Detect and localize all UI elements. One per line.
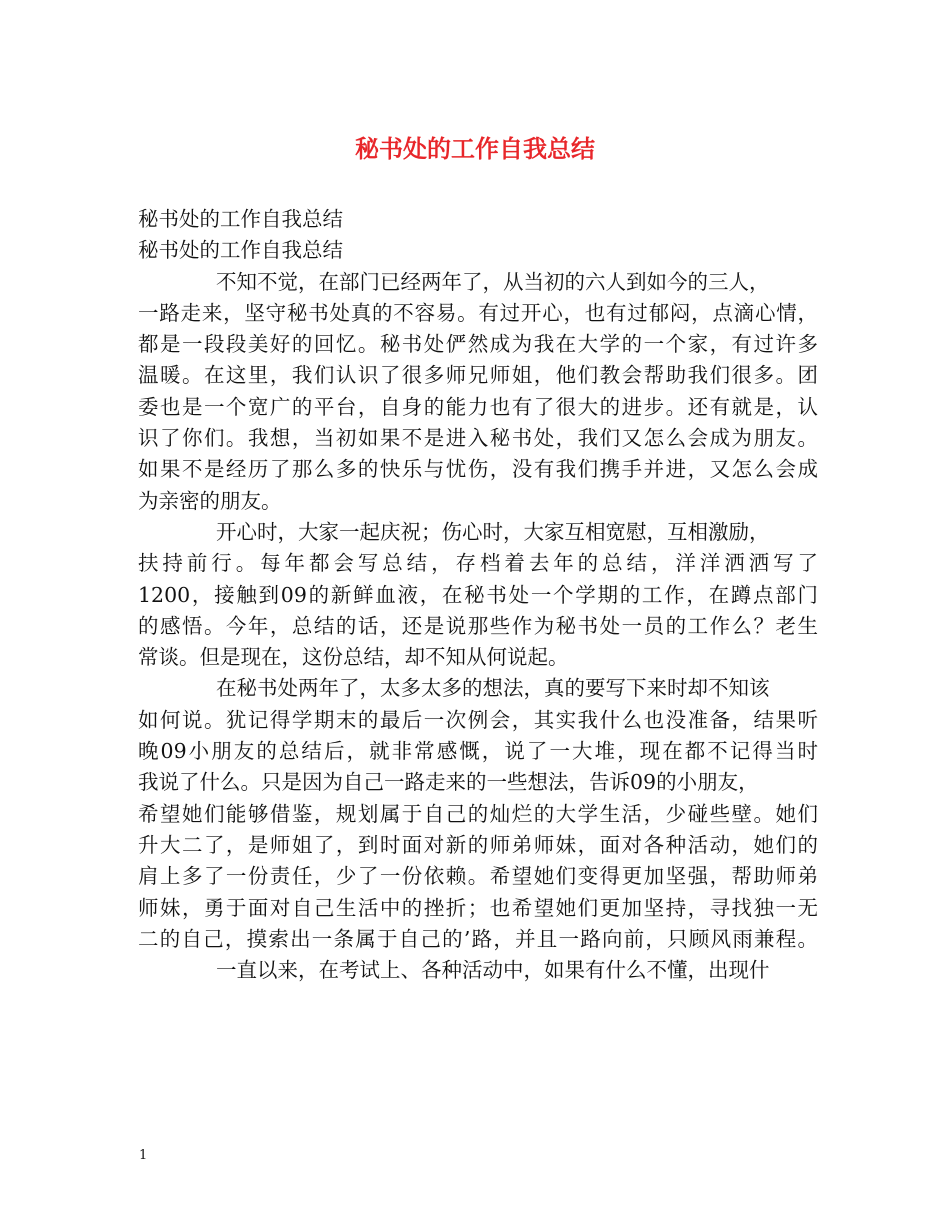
page-number: 1: [139, 1148, 148, 1163]
text-line: 扶持前行。每年都会写总结，存档着去年的总结，洋洋洒洒写了: [138, 551, 818, 576]
text-line: 为亲密的朋友。: [138, 488, 282, 513]
text-line: 秘书处的工作自我总结: [138, 207, 343, 231]
text-line: 1200，接触到09的新鲜血液，在秘书处一个学期的工作，在蹲点部门: [138, 582, 818, 607]
text-line: 一路走来，坚守秘书处真的不容易。有过开心，也有过郁闷，点滴心情，: [138, 300, 818, 325]
text-line: 开心时，大家一起庆祝；伤心时，大家互相宽慰，互相激励，: [216, 519, 770, 544]
text-line: 的感悟。今年，总结的话，还是说那些作为秘书处一员的工作么？老生: [138, 613, 818, 638]
document-body: [138, 204, 818, 986]
text-line: 希望她们能够借鉴，规划属于自己的灿烂的大学生活，少碰些壁。她们: [138, 801, 818, 826]
text-line: 都是一段段美好的回忆。秘书处俨然成为我在大学的一个家，有过许多: [138, 332, 818, 357]
text-line: 升大二了，是师姐了，到时面对新的师弟师妹，面对各种活动，她们的: [138, 832, 818, 857]
text-line: 识了你们。我想，当初如果不是进入秘书处，我们又怎么会成为朋友。: [138, 426, 818, 451]
text-line: 肩上多了一份责任，少了一份依赖。希望她们变得更加坚强，帮助师弟: [138, 864, 818, 889]
text-line: 温暖。在这里，我们认识了很多师兄师姐，他们教会帮助我们很多。团: [138, 363, 818, 388]
text-line: 常谈。但是现在，这份总结，却不知从何说起。: [138, 645, 569, 670]
text-line: 在秘书处两年了，太多太多的想法，真的要写下来时却不知该: [216, 676, 770, 701]
text-line: 一直以来，在考试上、各种活动中，如果有什么不懂，出现什: [216, 958, 770, 983]
text-line: 如何说。犹记得学期末的最后一次例会，其实我什么也没准备，结果听: [138, 707, 818, 732]
text-line: 委也是一个宽广的平台，自身的能力也有了很大的进步。还有就是，认: [138, 394, 818, 419]
text-line: 师妹，勇于面对自己生活中的挫折；也希望她们更加坚持，寻找独一无: [138, 895, 818, 920]
text-line: 如果不是经历了那么多的快乐与忧伤，没有我们携手并进，又怎么会成: [138, 457, 818, 482]
text-line: 秘书处的工作自我总结: [138, 238, 343, 263]
text-line: 我说了什么。只是因为自己一路走来的一些想法，告诉09的小朋友，: [138, 770, 759, 795]
text-line: 二的自己，摸索出一条属于自己的’路，并且一路向前，只顾风雨兼程。: [138, 926, 818, 951]
text-line: 不知不觉，在部门已经两年了，从当初的六人到如今的三人，: [216, 269, 770, 294]
text-line: 晚09小朋友的总结后，就非常感慨，说了一大堆，现在都不记得当时: [138, 739, 818, 764]
document-title: 秘书处的工作自我总结: [355, 134, 595, 163]
